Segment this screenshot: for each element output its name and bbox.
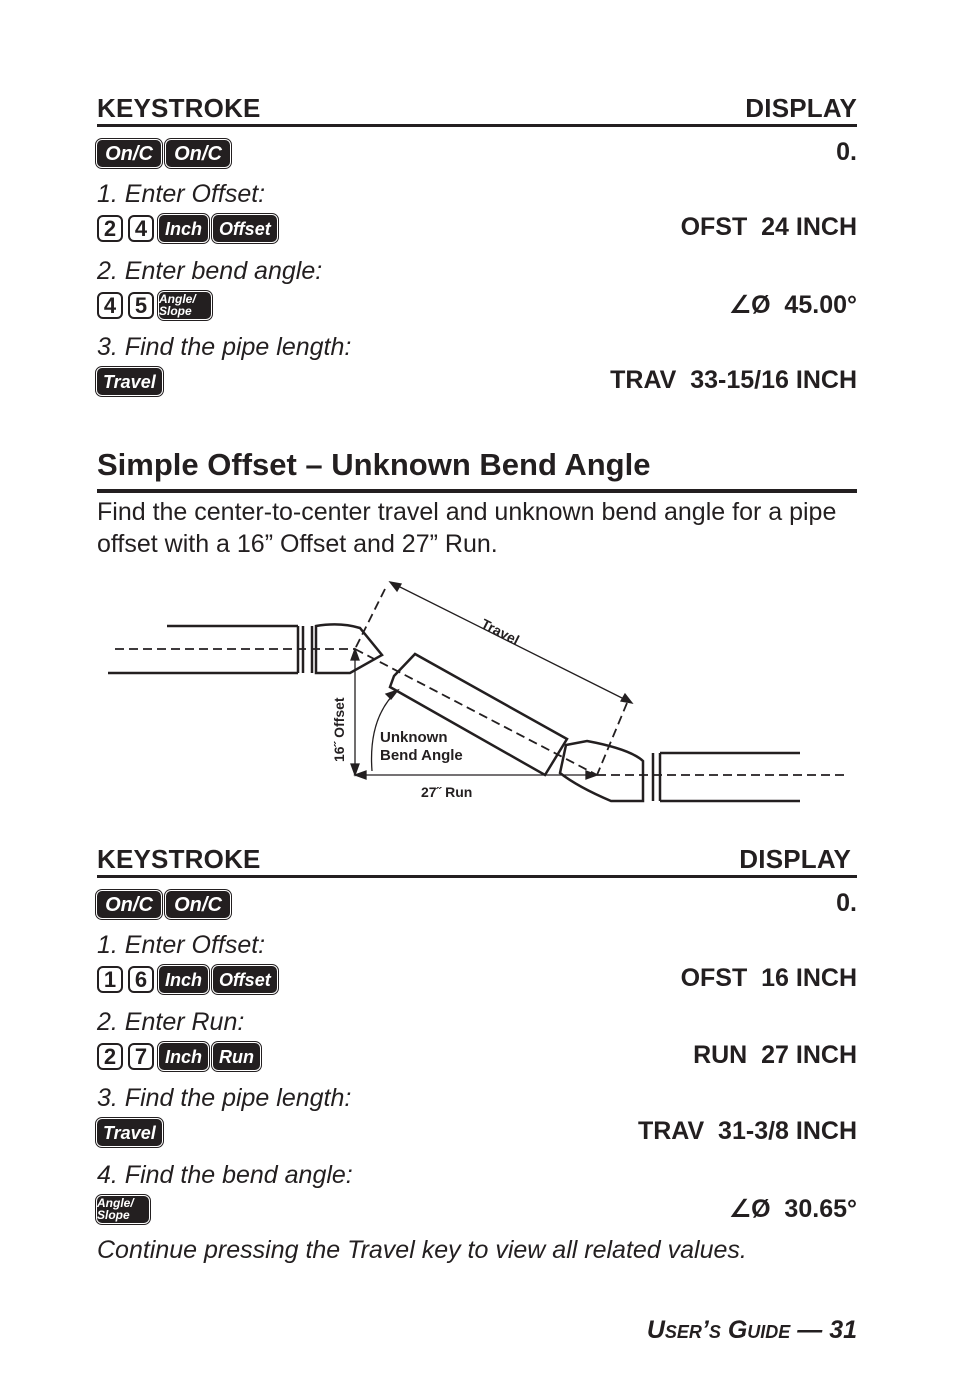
display-value: OFST 16 INCH — [680, 964, 857, 992]
key-sequence — [97, 292, 211, 319]
digit-key: 4 — [97, 292, 123, 319]
step-row — [97, 1041, 857, 1073]
display-header: DISPLAY — [745, 93, 857, 123]
angle-slope-key: Angle/ Slope — [159, 292, 211, 319]
angle-slope-key: Angle/ Slope — [97, 1196, 149, 1223]
run-key: Run — [213, 1043, 260, 1070]
digit-key: 6 — [128, 966, 154, 993]
display-value: 0. — [836, 138, 857, 166]
clear-row — [97, 889, 857, 921]
onc-key: On/C — [166, 140, 230, 167]
display-value: TRAV 31-3/8 INCH — [637, 1117, 857, 1145]
key-sequence — [97, 140, 230, 167]
travel-arrow-end — [621, 694, 632, 703]
step-label: 1. Enter Offset: — [97, 931, 266, 959]
digit-key: 2 — [97, 215, 123, 242]
display-value: OFST 24 INCH — [680, 213, 857, 241]
digit-key: 1 — [97, 966, 123, 993]
travel-extension-right — [597, 703, 627, 775]
digit-key: 2 — [97, 1043, 123, 1070]
step-label: 2. Enter Run: — [97, 1008, 245, 1036]
right-pipe — [653, 753, 800, 801]
key-sequence — [97, 1196, 149, 1223]
continue-note: Continue pressing the Travel key to view all related values. — [97, 1236, 747, 1264]
section-divider — [97, 489, 857, 493]
display-value: ∠Ø 45.00° — [728, 291, 857, 319]
display-header: DISPLAY — [739, 844, 851, 874]
travel-key: Travel — [97, 368, 162, 395]
guide-title: User’s Guide — [646, 1316, 791, 1344]
step-row — [97, 213, 857, 245]
digit-key: 5 — [128, 292, 154, 319]
angle-label-line2: Bend Angle — [380, 747, 463, 764]
offset-key: Offset — [213, 966, 277, 993]
run-label: 27˝ Run — [421, 784, 473, 800]
pipe-offset-diagram — [100, 575, 860, 810]
angle-arrow — [386, 690, 398, 699]
step-row — [97, 1117, 857, 1149]
keystroke-display-header — [97, 93, 857, 127]
key-sequence — [97, 966, 277, 993]
keystroke-header: KEYSTROKE — [97, 844, 261, 874]
key-sequence — [97, 215, 277, 242]
display-value: RUN 27 INCH — [693, 1041, 857, 1069]
onc-key: On/C — [97, 891, 161, 918]
page-number: 31 — [829, 1316, 857, 1344]
digit-key: 4 — [128, 215, 154, 242]
step-row — [97, 290, 857, 322]
key-sequence — [97, 1043, 260, 1070]
offset-label: 16˝ Offset — [331, 697, 347, 762]
intro-paragraph: Find the center-to-center travel and unknown bend angle for a pipe offset with a 16” Offset and 27” Run. — [97, 498, 837, 558]
travel-label: Travel — [478, 615, 522, 649]
keystroke-header: KEYSTROKE — [97, 93, 261, 123]
offset-key: Offset — [213, 215, 277, 242]
right-elbow — [560, 741, 643, 801]
footer-separator: — — [797, 1316, 823, 1344]
angle-label-line1: Unknown — [380, 729, 448, 746]
travel-key: Travel — [97, 1119, 162, 1146]
clear-row — [97, 138, 857, 170]
digit-key: 7 — [128, 1043, 154, 1070]
display-value: ∠Ø 30.65° — [728, 1195, 857, 1223]
step-row — [97, 366, 857, 398]
key-sequence — [97, 1119, 162, 1146]
onc-key: On/C — [97, 140, 161, 167]
key-sequence — [97, 891, 230, 918]
onc-key: On/C — [166, 891, 230, 918]
section-title: Simple Offset – Unknown Bend Angle — [97, 447, 651, 482]
step-label: 4. Find the bend angle: — [97, 1161, 353, 1189]
step-label: 3. Find the pipe length: — [97, 333, 352, 361]
travel-arrow-start — [390, 582, 401, 591]
display-value: TRAV 33-15/16 INCH — [610, 366, 857, 394]
display-value: 0. — [836, 889, 857, 917]
keystroke-display-header — [97, 844, 857, 878]
inch-key: Inch — [159, 966, 208, 993]
step-label: 3. Find the pipe length: — [97, 1084, 352, 1112]
key-sequence — [97, 368, 162, 395]
step-row — [97, 964, 857, 996]
inch-key: Inch — [159, 215, 208, 242]
page-footer — [647, 1316, 857, 1345]
inch-key: Inch — [159, 1043, 208, 1070]
step-label: 1. Enter Offset: — [97, 180, 266, 208]
step-label: 2. Enter bend angle: — [97, 257, 323, 285]
step-row — [97, 1194, 857, 1226]
